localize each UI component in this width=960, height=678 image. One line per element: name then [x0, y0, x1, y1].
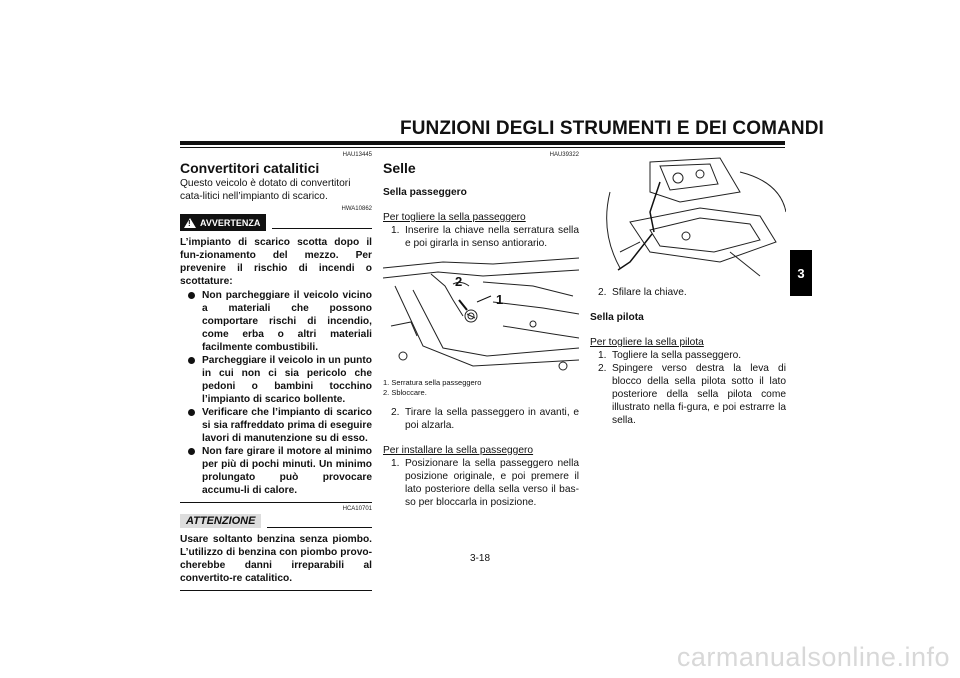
chapter-tab: 3	[790, 250, 812, 296]
reference-code: HCA10701	[342, 506, 372, 512]
page-header-title: FUNZIONI DEGLI STRUMENTI E DEI COMANDI	[400, 118, 824, 139]
step: 1. Posizionare la sella passeggero nella posizione originale, e poi premere il lato posteriore della sella verso il bas-so per bloccarla in posizione.	[391, 458, 579, 508]
divider	[267, 527, 372, 528]
figure-caption: 1. Serratura sella passeggero	[383, 378, 482, 387]
key-removal-illustration	[590, 152, 786, 278]
column-catalytic	[180, 152, 372, 591]
warning-bullet: Parcheggiare il veicolo in un punto in cui non ci sia pericolo che pedoni o bambini tocchino l’impianto di scarico bollente.	[188, 354, 372, 406]
watermark: carmanualsonline.info	[676, 642, 950, 672]
subheading: Sella pilota	[590, 312, 644, 323]
warning-bullet: Non parcheggiare il veicolo vicino a materiali che possono comportare rischi di incendio, come erba o altri materiali facilmente combustibili.	[188, 289, 372, 354]
callout-number: 1	[496, 292, 504, 307]
subheading: Sella passeggero	[383, 187, 467, 198]
procedure-title: Per togliere la sella pilota	[590, 337, 704, 348]
warning-bullet: Non fare girare il motore al minimo per più di pochi minuti. Un minimo prolungato può provocare accumu-li di calore.	[188, 445, 372, 497]
page-number: 3-18	[469, 553, 490, 564]
attention-text: Usare soltanto benzina senza piombo. L’utilizzo di benzina con piombo provo-cherebbe danni irreparabili al convertito-re catalitico.	[180, 534, 372, 584]
procedure-title: Per installare la sella passeggero	[383, 445, 534, 456]
divider	[180, 502, 372, 503]
section-heading: Selle	[383, 160, 416, 176]
figure-caption: 2. Sbloccare.	[383, 388, 427, 397]
column-driver-seat	[590, 152, 786, 427]
header-rule	[180, 141, 785, 145]
warning-triangle-icon: !	[184, 218, 196, 228]
header-rule-thin	[180, 147, 785, 148]
callout-number: 2	[455, 274, 463, 289]
passenger-seat-lock-figure	[383, 256, 579, 374]
divider	[180, 590, 372, 591]
reference-code: HAU13445	[342, 152, 372, 158]
seat-lock-illustration	[383, 256, 579, 374]
warning-bullet: Verificare che l’impianto di scarico si sia raffreddato prima di eseguire lavori di manutenzione su di esso.	[188, 406, 372, 445]
warning-header	[180, 214, 372, 231]
attention-label: ATTENZIONE	[180, 514, 261, 528]
intro-text: Questo veicolo è dotato di convertitori cata-litici nell’impianto di scarico.	[180, 178, 351, 202]
warning-label: ! AVVERTENZA	[180, 214, 266, 231]
reference-code: HAU39322	[549, 152, 579, 158]
divider	[272, 228, 372, 229]
attention-header	[180, 514, 372, 528]
procedure-title: Per togliere la sella passeggero	[383, 212, 526, 223]
column-seats	[383, 152, 579, 509]
step: 1. Inserire la chiave nella serratura sella e poi girarla in senso antiorario.	[391, 225, 579, 249]
reference-code: HWA10862	[341, 206, 372, 212]
step: 1. Togliere la sella passeggero.	[598, 350, 742, 361]
warning-text: L’impianto di scarico scotta dopo il fun-zionamento del mezzo. Per prevenire il rischio di incendi o scottature:	[180, 237, 372, 287]
step: 2. Sfilare la chiave.	[598, 287, 687, 298]
step: 2. Tirare la sella passeggero in avanti, e poi alzarla.	[391, 407, 579, 431]
key-removal-figure	[590, 152, 786, 278]
section-heading: Convertitori catalitici	[180, 160, 320, 176]
step: 2. Spingere verso destra la leva di blocco della sella pilota sotto il lato posteriore della sella pilota come illustrato nella fi-gura, e poi estrarre la sella.	[598, 363, 786, 426]
